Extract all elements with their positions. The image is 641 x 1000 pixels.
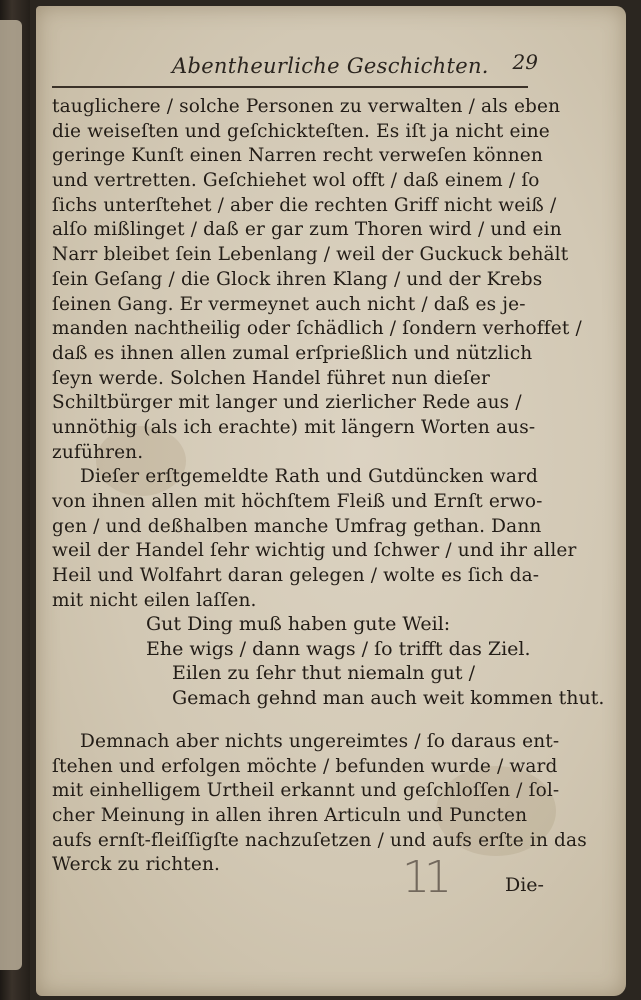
text-line: gen / und deßhalben manche Umfrag gethan. Dann xyxy=(52,515,542,537)
body-text xyxy=(52,95,582,613)
verse-line: Gemach gehnd man auch weit kommen thut. xyxy=(172,686,605,709)
text-line: weil der Handel ſehr wichtig und ſchwer / und ihr aller xyxy=(52,540,577,562)
verse-line: Eilen zu ſehr thut niemaln gut / xyxy=(172,662,475,684)
text-line: Heil und Wolfahrt daran gelegen / wolte es ſich da- xyxy=(52,565,540,587)
body-text-2 xyxy=(52,730,587,878)
text-line: Schiltbürger mit langer und zierlicher Rede aus / xyxy=(52,392,522,414)
page-header xyxy=(52,50,538,84)
text-line: geringe Kunſt einen Narren recht verweſen können xyxy=(52,145,543,167)
header-rule xyxy=(52,86,528,88)
text-line: Narr bleibet ſein Lebenlang / weil der Guckuck behält xyxy=(52,244,569,266)
text-line: daß es ihnen allen zumal erſprießlich und nützlich xyxy=(52,342,533,364)
text-line: mit nicht eilen laſſen. xyxy=(52,589,257,611)
previous-page-edge xyxy=(0,20,22,970)
text-line: ſeinen Gang. Er vermeynet auch nicht / daß es je- xyxy=(52,293,526,315)
text-line: ſein Geſang / die Glock ihren Klang / und der Krebs xyxy=(52,268,543,290)
page-number: 29 xyxy=(512,50,538,74)
text-line: und vertretten. Geſchiehet wol offt / daß einem / ſo xyxy=(52,170,540,192)
text-line: ſichs unterſtehet / aber die rechten Griff nicht weiß / xyxy=(52,194,557,216)
verse xyxy=(52,612,605,710)
text-line: die weiseſten und geſchickteſten. Es iſt ja nicht eine xyxy=(52,120,550,142)
text-line: Werck zu richten. xyxy=(52,854,221,876)
text-line: unnöthig (als ich erachte) mit längern Worten aus- xyxy=(52,416,536,438)
text-line: von ihnen allen mit höchſtem Fleiß und Ernſt erwo- xyxy=(52,491,543,512)
text-line: cher Meinung in allen ihren Articuln und Puncten xyxy=(52,805,528,827)
verse-line: Gut Ding muß haben gute Weil: xyxy=(146,613,451,635)
text-line: aufs ernſt-fleiſſigſte nachzuſetzen / und aufs erſte in das xyxy=(52,829,587,851)
text-line: Dieſer erſtgemeldte Rath und Gutdüncken ward xyxy=(80,466,539,488)
text-line: ſtehen und erfolgen möchte / befunden wurde / ward xyxy=(52,755,558,777)
text-line: ſeyn werde. Solchen Handel führet nun dieſer xyxy=(52,367,490,389)
text-line: zuführen. xyxy=(52,441,144,463)
text-line: tauglichere / solche Personen zu verwalten / als eben xyxy=(52,96,561,117)
running-head: Abentheurliche Geschichten. xyxy=(172,54,489,78)
verse-line: Ehe wigs / dann wags / ſo trifft das Ziel. xyxy=(146,637,531,660)
text-line: Demnach aber nichts ungereimtes / ſo daraus ent- xyxy=(80,731,560,752)
text-line: mit einhelligem Urtheil erkannt und geſchloſſen / ſol- xyxy=(52,780,560,802)
catchword: Die- xyxy=(505,874,544,896)
text-line: alſo mißlinget / daß er gar zum Thoren wird / und ein xyxy=(52,219,562,241)
handwritten-mark: 11 xyxy=(402,852,446,903)
text-line: manden nachtheilig oder ſchädlich / ſondern verhoffet / xyxy=(52,318,582,340)
